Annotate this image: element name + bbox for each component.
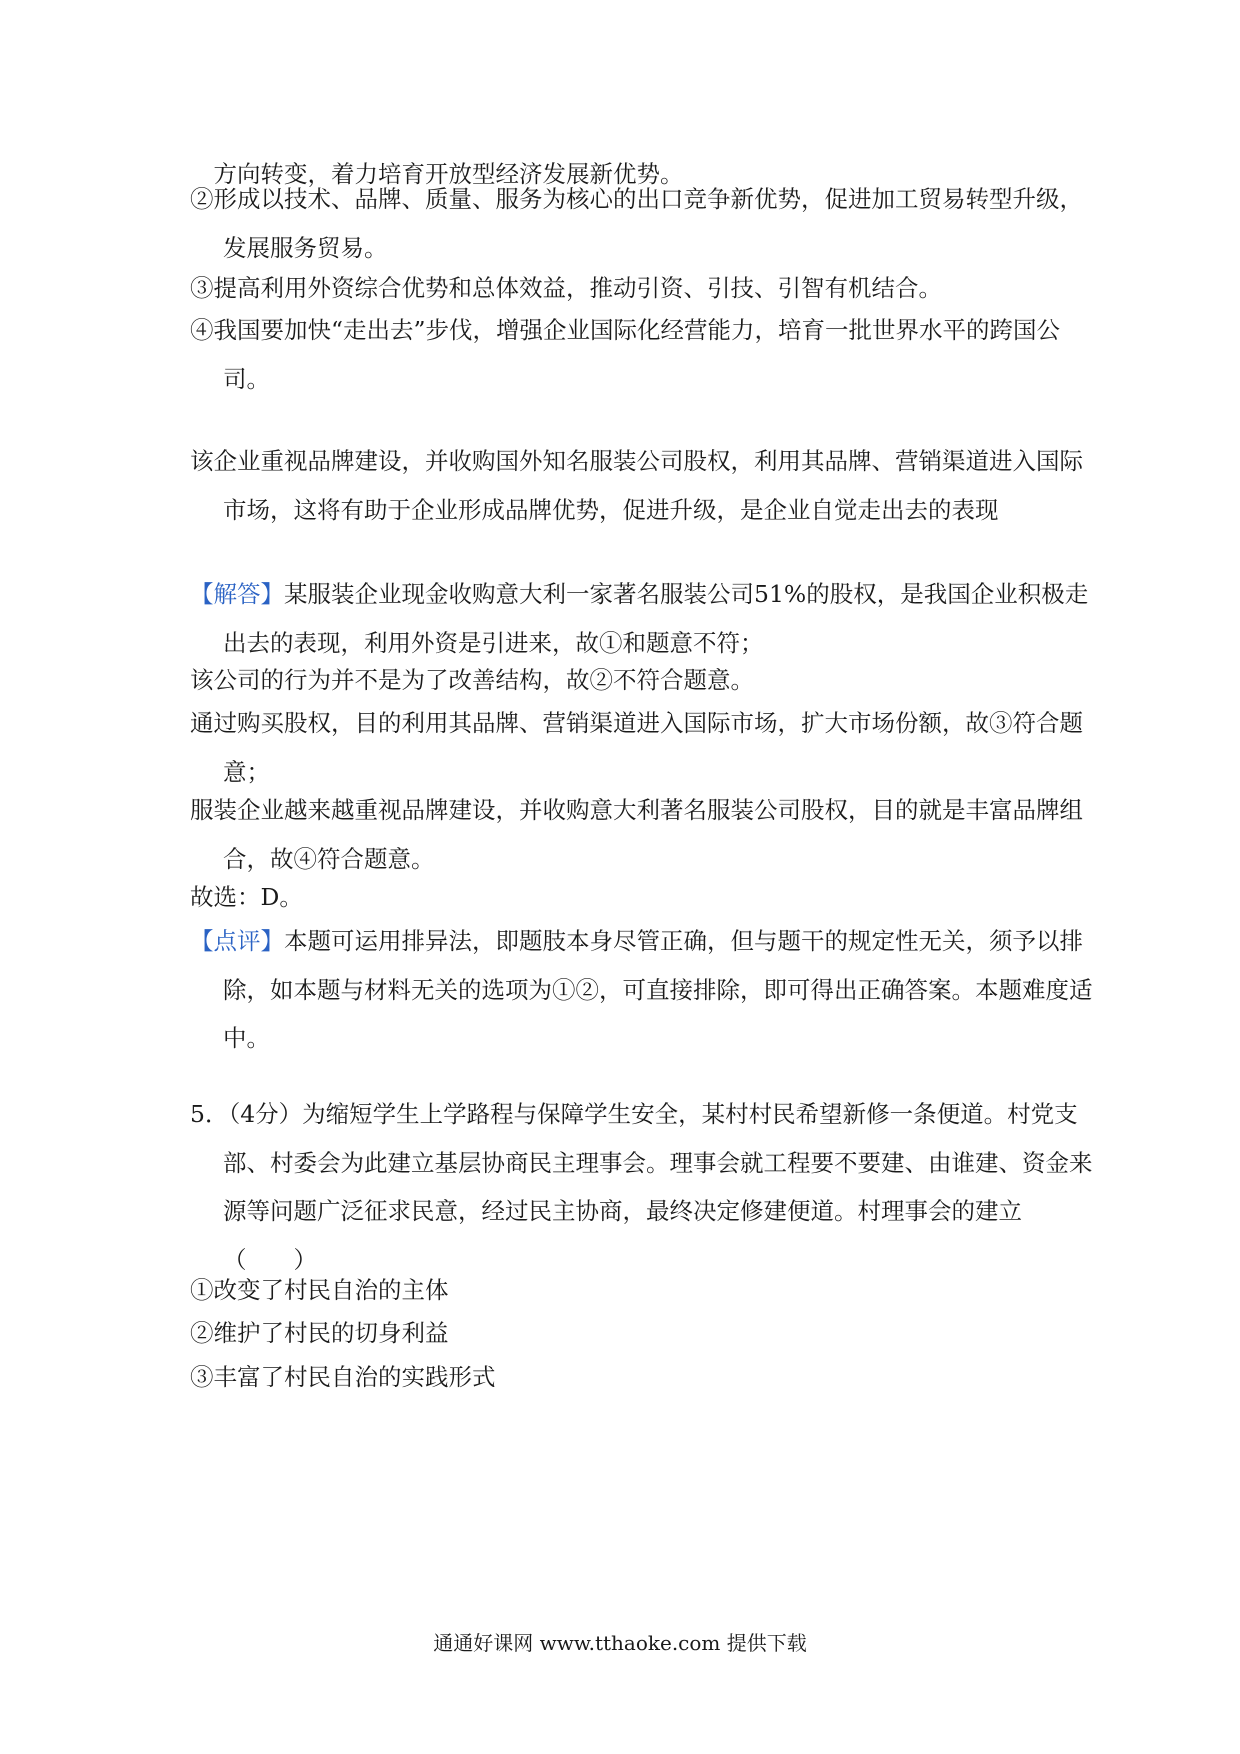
answer-line-2: 该公司的行为并不是为了改善结构，故②不符合题意。 bbox=[190, 666, 754, 694]
option-2: ②形成以技术、品牌、质量、服务为核心的出口竞争新优势，促进加工贸易转型升级，发展服务贸易。 bbox=[190, 185, 1083, 262]
answer-line-4: 服装企业越来越重视品牌建设，并收购意大利著名服装公司股权，目的就是丰富品牌组合，故④符合题意。 bbox=[190, 796, 1083, 873]
answer-section: 【解答】某服装企业现金收购意大利一家著名服装公司51%的股权，是我国企业积极走出去的表现，利用外资是引进来，故①和题意不符； bbox=[190, 580, 1089, 657]
question-5-option-2: ②维护了村民的切身利益 bbox=[190, 1319, 449, 1347]
option-4: ④我国要加快“走出去”步伐，增强企业国际化经营能力，培育一批世界水平的跨国公司。 bbox=[190, 316, 1061, 393]
page-footer: 通通好课网 www.tthaoke.com 提供下载 bbox=[433, 1631, 807, 1655]
paragraph-continuation: 方向转变，着力培育开放型经济发展新优势。 bbox=[190, 160, 684, 188]
question-5-option-3: ③丰富了村民自治的实践形式 bbox=[190, 1363, 496, 1391]
answer-tag: 【解答】 bbox=[190, 580, 284, 608]
answer-line-3: 通过购买股权，目的利用其品牌、营销渠道进入国际市场，扩大市场份额，故③符合题意； bbox=[190, 709, 1083, 786]
comment-section: 【点评】本题可运用排异法，即题肢本身尽管正确，但与题干的规定性无关，须予以排除，如本题与材料无关的选项为①②，可直接排除，即可得出正确答案。本题难度适中。 bbox=[190, 927, 1093, 1052]
analysis-paragraph: 该企业重视品牌建设，并收购国外知名服装公司股权，利用其品牌、营销渠道进入国际市场，这将有助于企业形成品牌优势，促进升级，是企业自觉走出去的表现 bbox=[190, 447, 1083, 524]
question-5-option-1: ①改变了村民自治的主体 bbox=[190, 1276, 449, 1304]
question-5: 5．（4分）为缩短学生上学路程与保障学生安全，某村村民希望新修一条便道。村党支部、村委会为此建立基层协商民主理事会。理事会就工程要不要建、由谁建、资金来源等问题广泛征求民意，经过民主协商，最终决定修建便道。村理事会的建立（ ） bbox=[190, 1100, 1093, 1274]
answer-choice: 故选：D。 bbox=[190, 883, 303, 911]
comment-tag: 【点评】 bbox=[190, 927, 284, 955]
option-3: ③提高利用外资综合优势和总体效益，推动引资、引技、引智有机结合。 bbox=[190, 274, 942, 302]
